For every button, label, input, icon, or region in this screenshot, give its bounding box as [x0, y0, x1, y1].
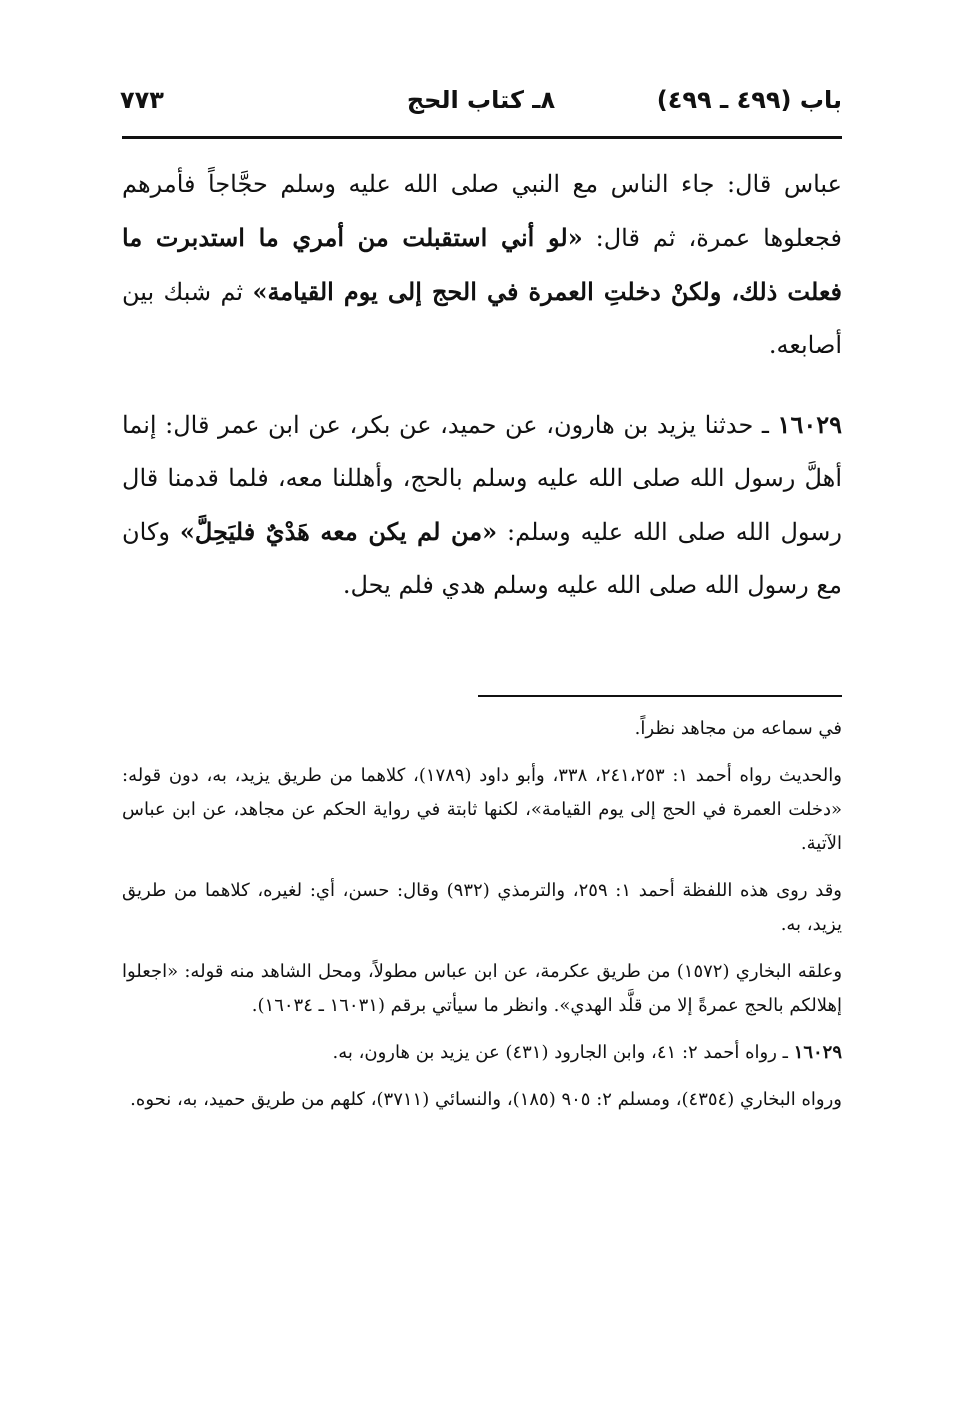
footnote	[122, 1036, 842, 1070]
page-number: ٧٧٣	[120, 86, 164, 114]
footnote: وعلقه البخاري (١٥٧٢) من طريق عكرمة، عن ابن عباس مطولاً، ومحل الشاهد منه قوله: «اجعلوا إهلالكم بالحج عمرةً إلا من قلَّد الهدي». وانظر ما سيأتي برقم (١٦٠٣١ ـ ١٦٠٣٤).	[122, 961, 843, 1016]
header-rule	[122, 136, 842, 139]
text-segment: ـ حدثنا يزيد بن هارون، عن حميد، عن بكر، عن ابن عمر قال: إنما أهلَّ رسول الله صلى الله عليه وسلم بالحج، وأهللنا معه، فلما قدمنا قال رسول الله صلى الله عليه وسلم:	[122, 411, 842, 546]
prophetic-quote: «لو أني استقبلت من أمري ما استدبرت ما فعلت ذلك، ولكنْ دخلتِ العمرة في الحج إلى يوم القيامة»	[122, 223, 842, 306]
footnote: وقد روى هذه اللفظة أحمد ١: ٢٥٩، والترمذي (٩٣٢) وقال: حسن، أي: لغيره، كلاهما من طريق يزيد، به.	[122, 880, 842, 935]
paragraph-continued	[122, 158, 842, 372]
footnote-number: ١٦٠٢٩	[793, 1042, 842, 1063]
text-segment: ثم شبك بين أصابعه.	[122, 278, 842, 359]
footnote: في سماعه من مجاهد نظراً.	[634, 718, 842, 739]
book-title: ٨ـ كتاب الحج	[406, 86, 556, 114]
prophetic-quote: «من لم يكن معه هَدْيٌ فليَحِلَّ»	[179, 517, 498, 546]
footnote: والحديث رواه أحمد ١: ٢٤١،٢٥٣، ٣٣٨، وأبو داود (١٧٨٩)، كلاهما من طريق يزيد، به، دون قوله: «دخلت العمرة في الحج إلى يوم القيامة»، لكنها ثابتة في رواية الحكم عن مجاهد، عن ابن عباس الآتية.	[122, 765, 842, 854]
footnote-text: ـ رواه أحمد ٢: ٤١، وابن الجارود (٤٣١) عن يزيد بن هارون، به.	[332, 1042, 794, 1063]
main-text	[122, 158, 842, 612]
text-segment: وكان مع رسول الله صلى الله عليه وسلم هدي فلم يحل.	[122, 518, 842, 599]
running-header	[120, 82, 842, 126]
text-segment: عباس قال: جاء الناس مع النبي صلى الله عليه وسلم حجَّاجاً فأمرهم فجعلوها عمرة، ثم قال:	[122, 170, 843, 252]
hadith-number: ١٦٠٢٩	[777, 410, 842, 439]
footnote-separator	[478, 695, 842, 697]
footnotes	[122, 712, 842, 1130]
hadith-paragraph	[122, 398, 842, 612]
footnote: ورواه البخاري (٤٣٥٤)، ومسلم ٢: ٩٠٥ (١٨٥)، والنسائي (٣٧١١)، كلهم من طريق حميد، به، نحوه.	[130, 1089, 842, 1110]
chapter-range: باب (٤٩٩ ـ ٤٩٩)	[656, 86, 842, 114]
